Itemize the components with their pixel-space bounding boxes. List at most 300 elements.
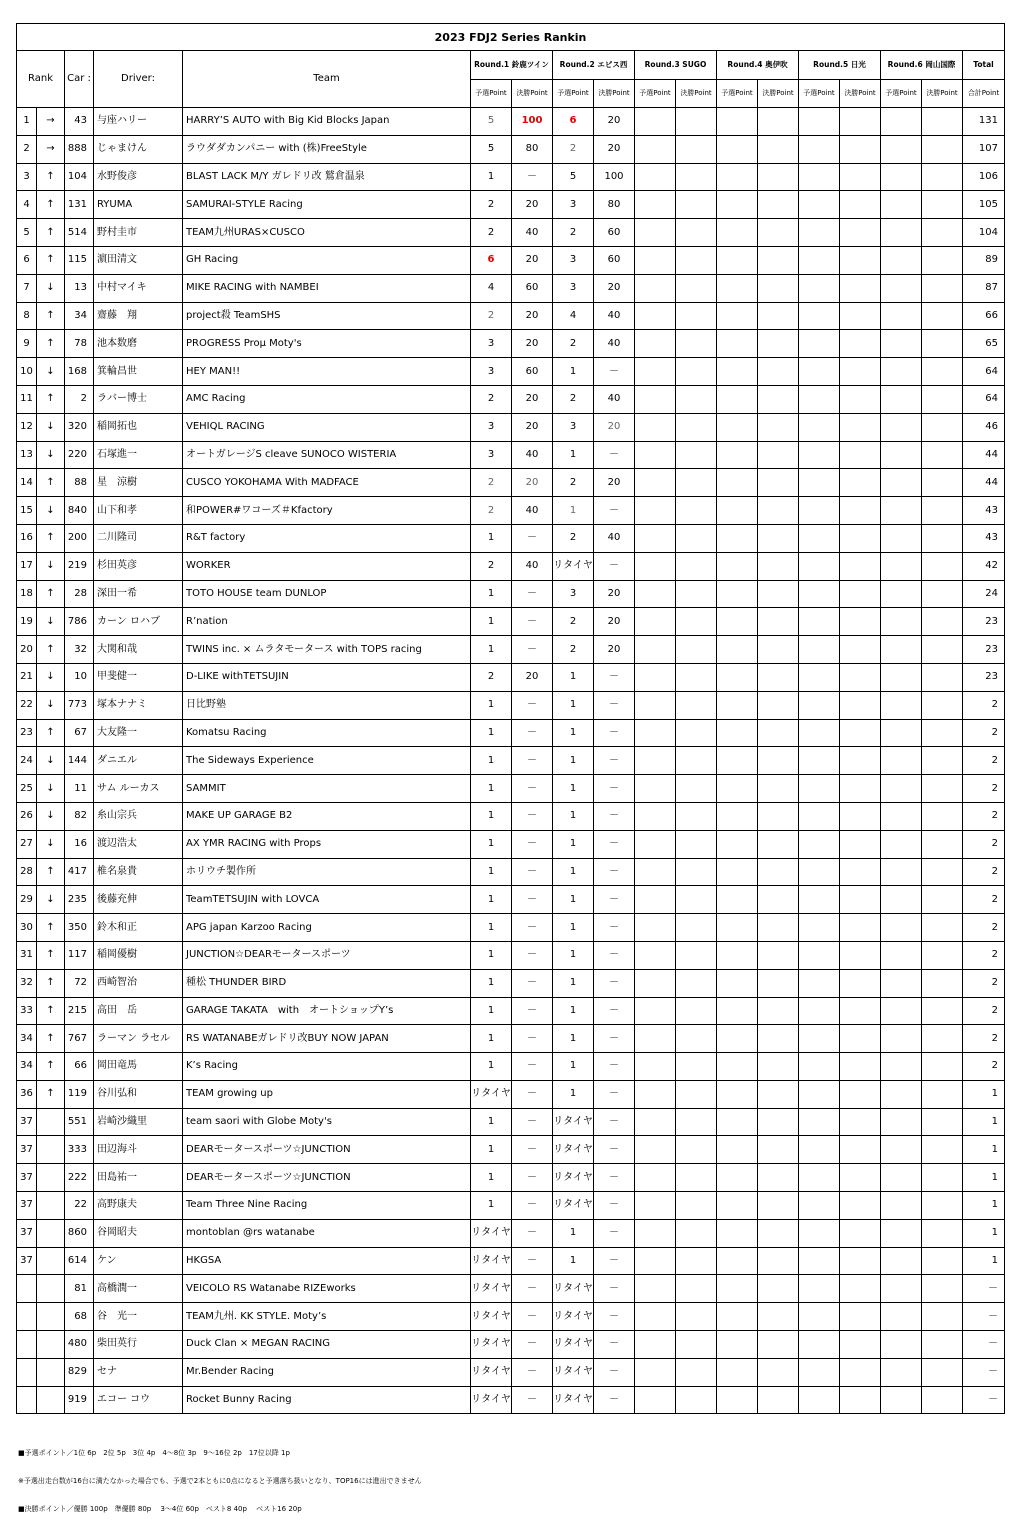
round6-final-point	[922, 969, 963, 997]
round3-qual-point	[635, 1164, 676, 1192]
total-point: 43	[963, 497, 1005, 525]
round2-final-point: －	[594, 663, 635, 691]
trend-arrow: ↓	[37, 802, 65, 830]
team-name: The Sideways Experience	[183, 747, 471, 775]
round2-final-point: －	[594, 1136, 635, 1164]
round1-qual-point: 1	[471, 941, 512, 969]
round3-qual-point	[635, 135, 676, 163]
round6-final-point	[922, 552, 963, 580]
round4-final-point	[758, 302, 799, 330]
driver-name: 水野俊彦	[94, 163, 183, 191]
total-point: －	[963, 1275, 1005, 1303]
round2-final-point: 100	[594, 163, 635, 191]
round6-qual-point	[881, 941, 922, 969]
round2-qual-point: 3	[553, 413, 594, 441]
round3-qual-point	[635, 302, 676, 330]
round5-qual-point	[799, 497, 840, 525]
round2-final-point: －	[594, 1247, 635, 1275]
car-number: 222	[65, 1164, 94, 1192]
final-point-header: 決勝Point	[594, 80, 635, 108]
team-name: WORKER	[183, 552, 471, 580]
car-number: 66	[65, 1053, 94, 1081]
round2-final-point: －	[594, 552, 635, 580]
driver-name: エコー コウ	[94, 1386, 183, 1414]
round1-qual-point: 1	[471, 1164, 512, 1192]
round6-final-point	[922, 663, 963, 691]
total-point: 107	[963, 135, 1005, 163]
driver-name: 鈴木和正	[94, 914, 183, 942]
driver-name: 岩崎沙織里	[94, 1108, 183, 1136]
final-point-header: 決勝Point	[758, 80, 799, 108]
round6-qual-point	[881, 802, 922, 830]
round5-final-point	[840, 108, 881, 136]
round-2-header: Round.2 エビス西	[553, 51, 635, 80]
round4-qual-point	[717, 1247, 758, 1275]
round6-qual-point	[881, 1275, 922, 1303]
round1-final-point: 60	[512, 358, 553, 386]
round4-final-point	[758, 1358, 799, 1386]
round1-final-point: 20	[512, 413, 553, 441]
round1-qual-point: 1	[471, 580, 512, 608]
round5-final-point	[840, 358, 881, 386]
round6-qual-point	[881, 636, 922, 664]
round1-qual-point: 1	[471, 914, 512, 942]
round-5-header: Round.5 日光	[799, 51, 881, 80]
team-header: Team	[183, 51, 471, 108]
total-point: 2	[963, 1053, 1005, 1081]
round5-final-point	[840, 636, 881, 664]
rank-cell	[17, 1303, 37, 1331]
total-point: 2	[963, 941, 1005, 969]
round3-qual-point	[635, 691, 676, 719]
round5-final-point	[840, 1247, 881, 1275]
round2-final-point: －	[594, 1358, 635, 1386]
round1-final-point: －	[512, 163, 553, 191]
round5-final-point	[840, 1192, 881, 1220]
round2-qual-point: 2	[553, 636, 594, 664]
total-point: 131	[963, 108, 1005, 136]
rank-cell: 24	[17, 747, 37, 775]
round1-qual-point: 2	[471, 497, 512, 525]
round-4-header: Round.4 奥伊吹	[717, 51, 799, 80]
team-name: オートガレージS cleave SUNOCO WISTERIA	[183, 441, 471, 469]
table-row	[17, 1080, 1005, 1108]
round3-qual-point	[635, 413, 676, 441]
trend-arrow	[37, 1136, 65, 1164]
round5-final-point	[840, 969, 881, 997]
team-name: team saori with Globe Moty's	[183, 1108, 471, 1136]
car-number: 350	[65, 914, 94, 942]
trend-arrow: ↑	[37, 914, 65, 942]
team-name: BLAST LACK M/Y ガレドリ改 鷲倉温泉	[183, 163, 471, 191]
round5-qual-point	[799, 802, 840, 830]
round5-qual-point	[799, 219, 840, 247]
round3-final-point	[676, 858, 717, 886]
car-number: 333	[65, 1136, 94, 1164]
round5-qual-point	[799, 1053, 840, 1081]
round5-qual-point	[799, 191, 840, 219]
round6-final-point	[922, 1164, 963, 1192]
team-name: Team Three Nine Racing	[183, 1192, 471, 1220]
round4-qual-point	[717, 1275, 758, 1303]
driver-name: 高田 岳	[94, 997, 183, 1025]
team-name: R&T factory	[183, 524, 471, 552]
round4-qual-point	[717, 1331, 758, 1359]
round5-qual-point	[799, 1192, 840, 1220]
round2-final-point: －	[594, 941, 635, 969]
trend-arrow: ↑	[37, 969, 65, 997]
trend-arrow: ↑	[37, 163, 65, 191]
total-point: 64	[963, 385, 1005, 413]
round6-final-point	[922, 747, 963, 775]
round1-qual-point: 1	[471, 997, 512, 1025]
total-point-header: 合計Point	[963, 80, 1005, 108]
round3-qual-point	[635, 274, 676, 302]
car-number: 11	[65, 775, 94, 803]
round4-final-point	[758, 802, 799, 830]
total-point: 2	[963, 969, 1005, 997]
round3-final-point	[676, 608, 717, 636]
table-row	[17, 969, 1005, 997]
rank-cell: 34	[17, 1025, 37, 1053]
round4-final-point	[758, 330, 799, 358]
round4-final-point	[758, 830, 799, 858]
round6-qual-point	[881, 1358, 922, 1386]
round1-qual-point: 3	[471, 441, 512, 469]
round6-qual-point	[881, 219, 922, 247]
round1-final-point: 40	[512, 441, 553, 469]
round2-qual-point: 2	[553, 330, 594, 358]
round5-qual-point	[799, 1331, 840, 1359]
round3-final-point	[676, 441, 717, 469]
round6-final-point	[922, 1219, 963, 1247]
total-point: 89	[963, 246, 1005, 274]
round5-final-point	[840, 941, 881, 969]
round3-qual-point	[635, 246, 676, 274]
car-number: 219	[65, 552, 94, 580]
total-point: 1	[963, 1219, 1005, 1247]
round5-final-point	[840, 1331, 881, 1359]
round4-final-point	[758, 747, 799, 775]
team-name: Duck Clan × MEGAN RACING	[183, 1331, 471, 1359]
trend-arrow: ↑	[37, 1080, 65, 1108]
rank-cell: 23	[17, 719, 37, 747]
round3-qual-point	[635, 775, 676, 803]
rank-cell: 37	[17, 1192, 37, 1220]
rank-cell: 37	[17, 1219, 37, 1247]
round6-final-point	[922, 608, 963, 636]
total-point: 1	[963, 1136, 1005, 1164]
driver-name: 中村マイキ	[94, 274, 183, 302]
round3-final-point	[676, 1164, 717, 1192]
round2-final-point: －	[594, 497, 635, 525]
rank-cell: 13	[17, 441, 37, 469]
driver-name: 甲斐健一	[94, 663, 183, 691]
round5-qual-point	[799, 775, 840, 803]
table-row	[17, 191, 1005, 219]
round1-final-point: －	[512, 1108, 553, 1136]
final-point-header: 決勝Point	[922, 80, 963, 108]
round4-final-point	[758, 385, 799, 413]
round1-qual-point: 5	[471, 108, 512, 136]
round3-final-point	[676, 469, 717, 497]
round5-qual-point	[799, 997, 840, 1025]
car-number: 614	[65, 1247, 94, 1275]
round4-qual-point	[717, 636, 758, 664]
round3-qual-point	[635, 191, 676, 219]
round2-qual-point: 3	[553, 580, 594, 608]
driver-name: 大関和哉	[94, 636, 183, 664]
round2-final-point: －	[594, 997, 635, 1025]
driver-name: 大友隆一	[94, 719, 183, 747]
round5-qual-point	[799, 969, 840, 997]
trend-arrow: ↑	[37, 302, 65, 330]
round5-final-point	[840, 1219, 881, 1247]
car-number: 67	[65, 719, 94, 747]
round2-final-point: 20	[594, 135, 635, 163]
round3-final-point	[676, 413, 717, 441]
car-number: 28	[65, 580, 94, 608]
round1-qual-point: 1	[471, 608, 512, 636]
rank-cell: 26	[17, 802, 37, 830]
rank-cell: 28	[17, 858, 37, 886]
car-number: 10	[65, 663, 94, 691]
round1-final-point: －	[512, 914, 553, 942]
qual-point-header: 予選Point	[799, 80, 840, 108]
rank-cell	[17, 1331, 37, 1359]
rank-cell: 32	[17, 969, 37, 997]
trend-arrow	[37, 1331, 65, 1359]
round4-final-point	[758, 1219, 799, 1247]
round5-qual-point	[799, 1386, 840, 1414]
round5-qual-point	[799, 302, 840, 330]
rank-cell	[17, 1275, 37, 1303]
trend-arrow	[37, 1275, 65, 1303]
team-name: TOTO HOUSE team DUNLOP	[183, 580, 471, 608]
round3-final-point	[676, 246, 717, 274]
round5-final-point	[840, 330, 881, 358]
round1-qual-point: 1	[471, 886, 512, 914]
team-name: TeamTETSUJIN with LOVCA	[183, 886, 471, 914]
driver-name: 濵田清文	[94, 246, 183, 274]
round2-final-point: －	[594, 1275, 635, 1303]
round5-final-point	[840, 1358, 881, 1386]
round6-qual-point	[881, 997, 922, 1025]
round1-final-point: －	[512, 1303, 553, 1331]
round4-qual-point	[717, 997, 758, 1025]
round3-final-point	[676, 219, 717, 247]
car-number: 68	[65, 1303, 94, 1331]
round2-qual-point: 1	[553, 691, 594, 719]
round4-final-point	[758, 1136, 799, 1164]
round4-final-point	[758, 969, 799, 997]
round1-qual-point: リタイヤ	[471, 1386, 512, 1414]
rank-cell	[17, 1386, 37, 1414]
round1-final-point: 20	[512, 302, 553, 330]
ranking-table	[16, 23, 1005, 1414]
round5-qual-point	[799, 1303, 840, 1331]
round3-final-point	[676, 274, 717, 302]
round5-final-point	[840, 914, 881, 942]
total-point: 2	[963, 802, 1005, 830]
round6-final-point	[922, 941, 963, 969]
round6-qual-point	[881, 163, 922, 191]
table-row	[17, 1219, 1005, 1247]
round2-final-point: 20	[594, 274, 635, 302]
round5-qual-point	[799, 1080, 840, 1108]
round5-qual-point	[799, 1136, 840, 1164]
qual-point-header: 予選Point	[717, 80, 758, 108]
round3-qual-point	[635, 219, 676, 247]
round6-final-point	[922, 775, 963, 803]
car-number: 215	[65, 997, 94, 1025]
qual-point-header: 予選Point	[881, 80, 922, 108]
round3-final-point	[676, 997, 717, 1025]
table-row	[17, 1358, 1005, 1386]
round5-final-point	[840, 1053, 881, 1081]
car-number: 34	[65, 302, 94, 330]
team-name: Mr.Bender Racing	[183, 1358, 471, 1386]
round6-qual-point	[881, 552, 922, 580]
round6-final-point	[922, 246, 963, 274]
driver-name: 西崎智治	[94, 969, 183, 997]
trend-arrow: ↑	[37, 191, 65, 219]
trend-arrow: ↑	[37, 469, 65, 497]
team-name: montoblan @rs watanabe	[183, 1219, 471, 1247]
rank-cell: 37	[17, 1136, 37, 1164]
total-point: 2	[963, 830, 1005, 858]
total-point: 105	[963, 191, 1005, 219]
round4-qual-point	[717, 1192, 758, 1220]
driver-name: 山下和孝	[94, 497, 183, 525]
round1-final-point: －	[512, 636, 553, 664]
car-number: 235	[65, 886, 94, 914]
round2-final-point: 60	[594, 219, 635, 247]
round4-final-point	[758, 1386, 799, 1414]
round2-qual-point: リタイヤ	[553, 1303, 594, 1331]
round3-final-point	[676, 914, 717, 942]
round1-final-point: －	[512, 524, 553, 552]
table-row	[17, 385, 1005, 413]
round1-final-point: －	[512, 830, 553, 858]
round2-qual-point: 1	[553, 1080, 594, 1108]
rank-cell: 17	[17, 552, 37, 580]
round2-qual-point: 1	[553, 969, 594, 997]
round4-qual-point	[717, 246, 758, 274]
round2-final-point: 80	[594, 191, 635, 219]
round3-qual-point	[635, 552, 676, 580]
round4-qual-point	[717, 830, 758, 858]
round4-qual-point	[717, 663, 758, 691]
trend-arrow: →	[37, 135, 65, 163]
trend-arrow: ↓	[37, 608, 65, 636]
round1-qual-point: 1	[471, 1192, 512, 1220]
round2-final-point: －	[594, 775, 635, 803]
round5-qual-point	[799, 469, 840, 497]
table-row	[17, 858, 1005, 886]
round1-qual-point: リタイヤ	[471, 1303, 512, 1331]
table-row	[17, 219, 1005, 247]
round3-final-point	[676, 135, 717, 163]
round3-final-point	[676, 1053, 717, 1081]
qualifying-rule-note: ※予選出走台数が16台に満たなかった場合でも、予選で2本ともに0点になると予選落ち扱いとなり、TOP16には進出できません	[18, 1477, 422, 1485]
round1-final-point: 60	[512, 274, 553, 302]
round5-final-point	[840, 1275, 881, 1303]
round1-final-point: 20	[512, 385, 553, 413]
rank-cell: 31	[17, 941, 37, 969]
round3-qual-point	[635, 469, 676, 497]
team-name: K’s Racing	[183, 1053, 471, 1081]
round5-qual-point	[799, 358, 840, 386]
round1-qual-point: 5	[471, 135, 512, 163]
table-row	[17, 941, 1005, 969]
round-3-header: Round.3 SUGO	[635, 51, 717, 80]
table-row	[17, 330, 1005, 358]
round4-final-point	[758, 941, 799, 969]
round3-qual-point	[635, 1025, 676, 1053]
round1-final-point: －	[512, 1053, 553, 1081]
trend-arrow: ↓	[37, 663, 65, 691]
round2-qual-point: 1	[553, 775, 594, 803]
team-name: D-LIKE withTETSUJIN	[183, 663, 471, 691]
round1-final-point: －	[512, 719, 553, 747]
rank-header: Rank	[17, 51, 65, 108]
team-name: TEAM growing up	[183, 1080, 471, 1108]
car-number: 22	[65, 1192, 94, 1220]
round5-qual-point	[799, 886, 840, 914]
round4-qual-point	[717, 1303, 758, 1331]
round3-qual-point	[635, 163, 676, 191]
round4-final-point	[758, 636, 799, 664]
round5-final-point	[840, 1025, 881, 1053]
round3-qual-point	[635, 1358, 676, 1386]
total-point: 66	[963, 302, 1005, 330]
round2-qual-point: 1	[553, 1219, 594, 1247]
car-header: Car :	[65, 51, 94, 108]
driver-name: 杉田英彦	[94, 552, 183, 580]
round4-final-point	[758, 108, 799, 136]
round5-qual-point	[799, 1164, 840, 1192]
round5-qual-point	[799, 1025, 840, 1053]
trend-arrow: ↓	[37, 775, 65, 803]
rank-cell: 37	[17, 1108, 37, 1136]
round4-final-point	[758, 469, 799, 497]
round3-qual-point	[635, 580, 676, 608]
round6-final-point	[922, 719, 963, 747]
total-point: 1	[963, 1108, 1005, 1136]
table-row	[17, 1303, 1005, 1331]
round1-qual-point: 2	[471, 219, 512, 247]
driver-name: 谷 光一	[94, 1303, 183, 1331]
total-point: －	[963, 1303, 1005, 1331]
round2-qual-point: 2	[553, 524, 594, 552]
driver-name: 渡辺浩太	[94, 830, 183, 858]
round3-qual-point	[635, 830, 676, 858]
rank-cell: 4	[17, 191, 37, 219]
round4-qual-point	[717, 1358, 758, 1386]
round3-final-point	[676, 1080, 717, 1108]
round4-final-point	[758, 663, 799, 691]
round4-final-point	[758, 1192, 799, 1220]
driver-name: 田辺海斗	[94, 1136, 183, 1164]
driver-name: 齋藤 翔	[94, 302, 183, 330]
round5-qual-point	[799, 441, 840, 469]
total-point: 64	[963, 358, 1005, 386]
trend-arrow: ↑	[37, 1025, 65, 1053]
round4-final-point	[758, 1275, 799, 1303]
round5-qual-point	[799, 1275, 840, 1303]
round1-final-point: －	[512, 802, 553, 830]
